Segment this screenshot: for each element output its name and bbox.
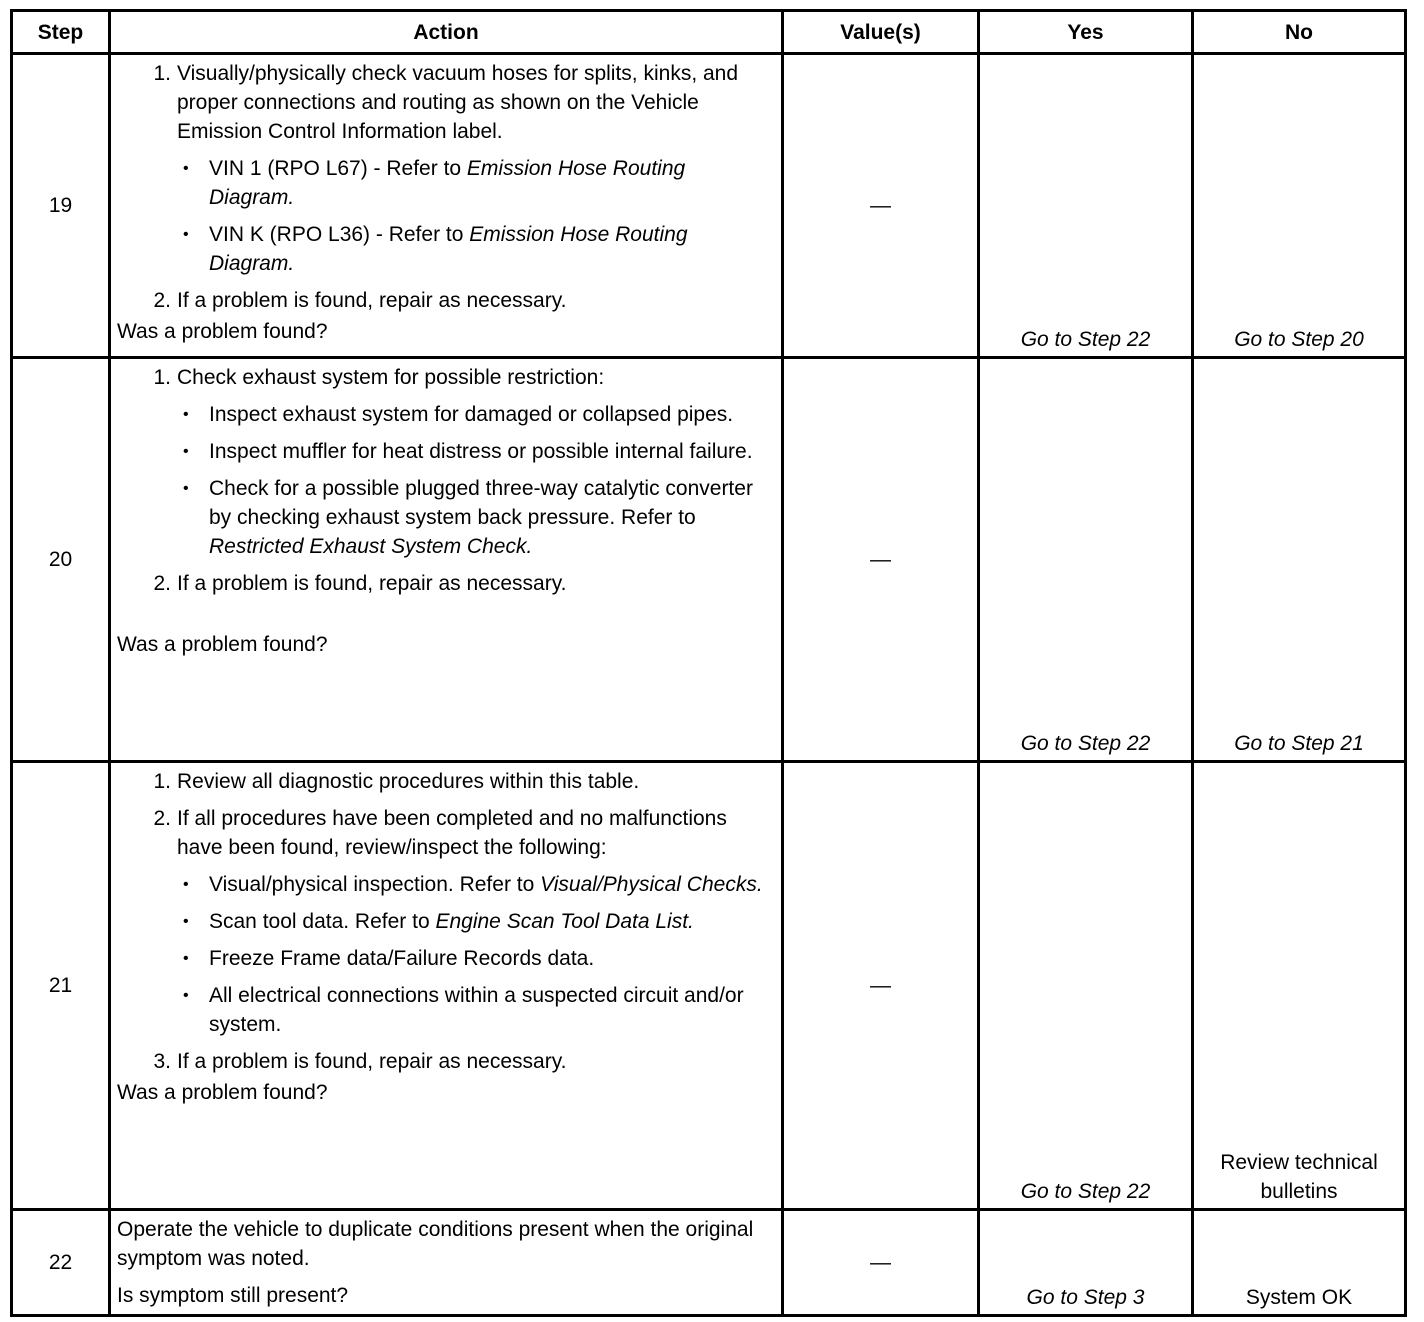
question-text: Was a problem found? [117, 320, 328, 343]
reference-text: Emission Hose Routing Diagram. [209, 157, 686, 209]
bullet-item: • Scan tool data. Refer to Engine Scan Tool Data List. [209, 907, 775, 936]
bullet-item: • Visual/physical inspection. Refer to Visual/Physical Checks. [209, 870, 775, 899]
value-cell: — [783, 358, 979, 762]
question-text: Was a problem found? [117, 1081, 328, 1104]
yes-cell: Go to Step 3 [979, 1210, 1193, 1316]
header-no: No [1193, 11, 1406, 54]
step-number: 21 [12, 762, 110, 1210]
diagnostic-table [10, 9, 1407, 1317]
action-item: 2. If all procedures have been completed and no malfunctions have been found, review/inspect the following: • Visual/physical inspection. Refer to Visual/Physical Checks. • Scan tool data. Refer to Engine Scan Tool Data List. • Freeze Frame data/Failure Records data. • All electrical connections within a suspected circuit and/or system. [177, 804, 775, 1039]
table-row [12, 1210, 1406, 1316]
step-number: 19 [12, 54, 110, 358]
reference-text: Visual/Physical Checks. [540, 873, 763, 896]
no-cell: Go to Step 20 [1193, 54, 1406, 358]
action-item: 3. If a problem is found, repair as necessary. [153, 1050, 567, 1073]
question-text: Was a problem found? [117, 633, 328, 656]
action-item: 1. Visually/physically check vacuum hoses for splits, kinks, and proper connections and routing as shown on the Vehicle Emission Control Information label. • VIN 1 (RPO L67) - Refer to Emission Hose Routing Diagram. • VIN K (RPO L36) - Refer to Emission Hose Routing Diagram. [177, 59, 775, 278]
question-text: Is symptom still present? [117, 1284, 349, 1307]
action-item: 1. Check exhaust system for possible restriction: • Inspect exhaust system for damaged or collapsed pipes. • Inspect muffler for heat distress or possible internal failure. • Check for a possible plugged three-way catalytic converter by checking exhaust system back pressure. Refer to Restricted Exhaust System Check. [177, 363, 775, 561]
value-cell: — [783, 762, 979, 1210]
yes-cell: Go to Step 22 [979, 54, 1193, 358]
no-cell: Go to Step 21 [1193, 358, 1406, 762]
yes-cell: Go to Step 22 [979, 358, 1193, 762]
action-cell [110, 358, 783, 762]
header-step: Step [12, 11, 110, 54]
no-cell: System OK [1193, 1210, 1406, 1316]
yes-cell: Go to Step 22 [979, 762, 1193, 1210]
header-values: Value(s) [783, 11, 979, 54]
action-cell [110, 762, 783, 1210]
table-row [12, 358, 1406, 762]
bullet-item: • All electrical connections within a suspected circuit and/or system. [209, 981, 775, 1039]
reference-text: Restricted Exhaust System Check. [209, 535, 533, 558]
reference-text: Emission Hose Routing Diagram. [209, 223, 688, 275]
action-item: 1. Review all diagnostic procedures within this table. [153, 770, 640, 793]
action-text: Operate the vehicle to duplicate conditions present when the original symptom was noted. [117, 1218, 754, 1270]
reference-text: Engine Scan Tool Data List. [435, 910, 694, 933]
header-action: Action [110, 11, 783, 54]
bullet-item: • VIN 1 (RPO L67) - Refer to Emission Hose Routing Diagram. [209, 154, 775, 212]
action-cell [110, 1210, 783, 1316]
header-row [12, 11, 1406, 54]
bullet-item: • Check for a possible plugged three-way catalytic converter by checking exhaust system back pressure. Refer to Restricted Exhaust System Check. [209, 474, 775, 561]
no-cell: Review technical bulletins [1193, 762, 1406, 1210]
value-cell: — [783, 54, 979, 358]
bullet-item: • Freeze Frame data/Failure Records data. [209, 944, 775, 973]
action-cell [110, 54, 783, 358]
bullet-item: • Inspect muffler for heat distress or possible internal failure. [209, 437, 775, 466]
step-number: 20 [12, 358, 110, 762]
header-yes: Yes [979, 11, 1193, 54]
step-number: 22 [12, 1210, 110, 1316]
table-row [12, 54, 1406, 358]
action-item: 2. If a problem is found, repair as necessary. [153, 289, 567, 312]
action-item: 2. If a problem is found, repair as necessary. [153, 572, 567, 595]
bullet-item: • VIN K (RPO L36) - Refer to Emission Hose Routing Diagram. [209, 220, 775, 278]
table-row [12, 762, 1406, 1210]
bullet-item: • Inspect exhaust system for damaged or collapsed pipes. [209, 400, 775, 429]
value-cell: — [783, 1210, 979, 1316]
